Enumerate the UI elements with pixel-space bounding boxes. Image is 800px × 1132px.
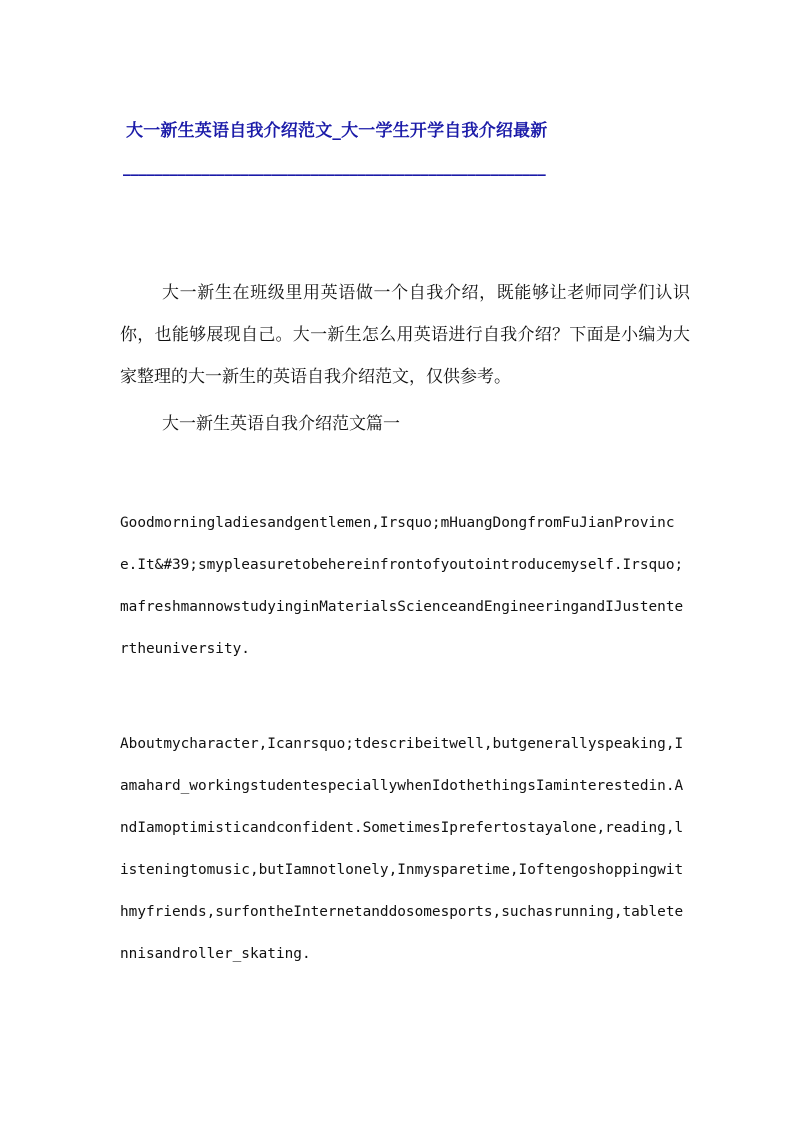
intro-paragraph: 大一新生在班级里用英语做一个自我介绍，既能够让老师同学们认识你，也能够展现自己。大一新生怎么用英语进行自我介绍？下面是小编为大家整理的大一新生的英语自我介绍范文，仅供参考。 — [120, 283, 690, 387]
title-underline-rule: —————————————————————————————————————————————————————— — [123, 168, 546, 183]
english-paragraph-2: Aboutmycharacter,Icanrsquo;tdescribeitwell,butgenerallyspeaking,Iamahard_workingstudentespeciallywhenIdothethingsIaminterestedin.AndIamoptimisticandconfident.SometimesIprefertostayalone,reading,listeningtomusic,butIamnotlonely,Inmysparetime,Ioftengoshoppingwithmyfriends,surfontheInternetanddosomesports,suchasrunning,tabletennisandroller_skating. — [120, 736, 684, 962]
section-heading: 大一新生英语自我介绍范文篇一 — [162, 414, 400, 434]
document-title: 大一新生英语自我介绍范文_大一学生开学自我介绍最新 — [126, 121, 548, 141]
english-paragraph-1: Goodmorningladiesandgentlemen,Irsquo;mHuangDongfromFuJianProvince.It&#39;smypleasuretobehereinfrontofyoutointroducemyself.Irsquo;mafreshmannowstudyinginMaterialsScienceandEngineeringandIJustentertheuniversity. — [120, 515, 684, 657]
